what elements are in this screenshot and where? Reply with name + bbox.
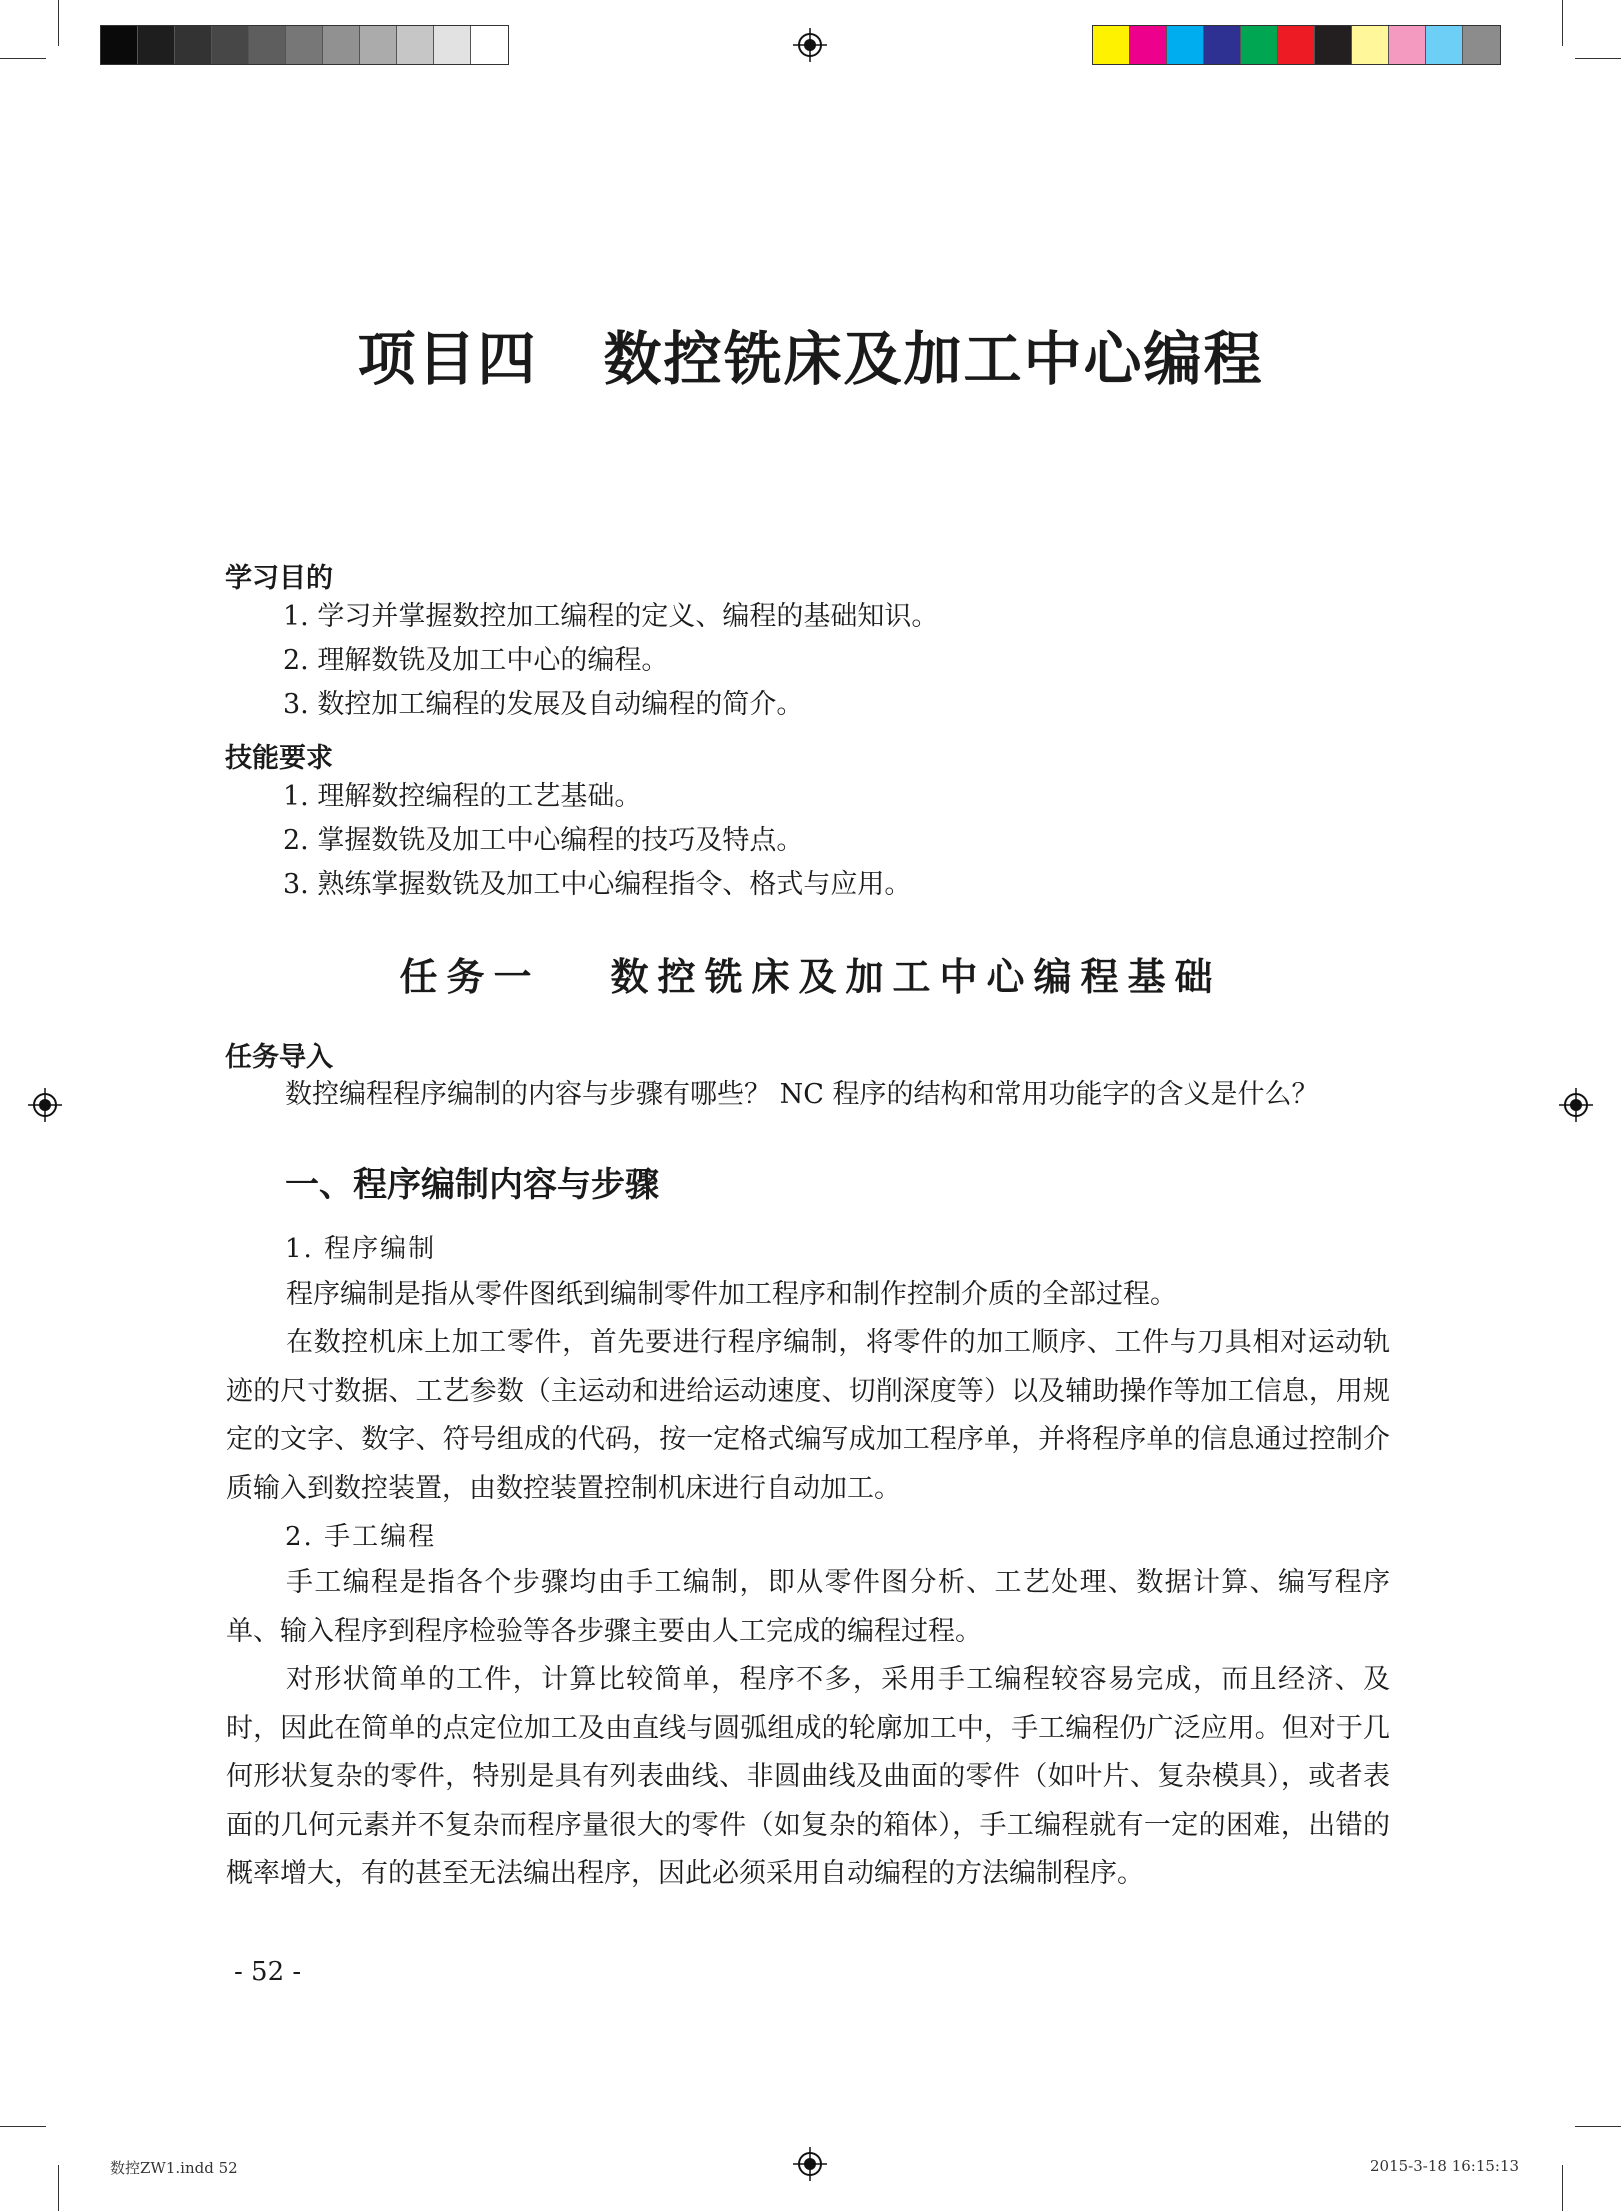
grayscale-color-bar: [100, 25, 509, 65]
footer-timestamp: 2015-3-18 16:15:13: [1370, 2157, 1520, 2175]
color-swatch: [1463, 26, 1500, 64]
color-swatch: [249, 26, 286, 64]
color-swatch: [1093, 26, 1130, 64]
process-color-bar: [1092, 25, 1501, 65]
color-swatch: [175, 26, 212, 64]
task-title: [0, 946, 1621, 1001]
registration-mark-icon: [793, 28, 827, 62]
color-swatch: [138, 26, 175, 64]
registration-mark-icon: [1559, 1088, 1593, 1122]
color-swatch: [360, 26, 397, 64]
intro-text: 数控编程程序编制的内容与步骤有哪些？ NC 程序的结构和常用功能字的含义是什么？: [285, 1079, 1319, 1110]
skill-item: 2. 掌握数铣及加工中心编程的技巧及特点。: [283, 825, 804, 856]
paragraph: 程序编制是指从零件图纸到编制零件加工程序和制作控制介质的全部过程。: [286, 1279, 1177, 1310]
goal-item: 1. 学习并掌握数控加工编程的定义、编程的基础知识。: [283, 601, 939, 632]
color-swatch: [1241, 26, 1278, 64]
color-swatch: [1352, 26, 1389, 64]
chapter-title: [0, 312, 1621, 396]
registration-mark-icon: [793, 2147, 827, 2181]
intro-heading: 任务导入: [225, 1042, 333, 1073]
color-swatch: [212, 26, 249, 64]
paragraph: 手工编程是指各个步骤均由手工编制，即从零件图分析、工艺处理、数据计算、编写程序单、输入程序到程序检验等各步骤主要由人工完成的编程过程。: [226, 1567, 1390, 1647]
chapter-number: 项目四: [357, 325, 538, 393]
color-swatch: [1130, 26, 1167, 64]
color-swatch: [1389, 26, 1426, 64]
color-swatch: [1315, 26, 1352, 64]
color-swatch: [434, 26, 471, 64]
subheading-manual-programming: 2. 手工编程: [285, 1522, 437, 1552]
section-heading: 一、程序编制内容与步骤: [285, 1165, 659, 1205]
task-number: 任务一: [399, 955, 541, 999]
color-swatch: [286, 26, 323, 64]
registration-mark-icon: [28, 1088, 62, 1122]
color-swatch: [397, 26, 434, 64]
paragraph: 在数控机床上加工零件，首先要进行程序编制，将零件的加工顺序、工件与刀具相对运动轨迹的尺寸数据、工艺参数（主运动和进给运动速度、切削深度等）以及辅助操作等加工信息，用规定的文字、数字、符号组成的代码，按一定格式编写成加工程序单，并将程序单的信息通过控制介质输入到数控装置，由数控装置控制机床进行自动加工。: [226, 1327, 1390, 1504]
color-swatch: [1426, 26, 1463, 64]
color-swatch: [1167, 26, 1204, 64]
goal-item: 2. 理解数铣及加工中心的编程。: [283, 645, 669, 676]
paragraph: 对形状简单的工件，计算比较简单，程序不多，采用手工编程较容易完成，而且经济、及时，因此在简单的点定位加工及由直线与圆弧组成的轮廓加工中，手工编程仍广泛应用。但对于几何形状复杂的零件，特别是具有列表曲线、非圆曲线及曲面的零件（如叶片、复杂模具），或者表面的几何元素并不复杂而程序量很大的零件（如复杂的箱体），手工编程就有一定的困难，出错的概率增大，有的甚至无法编出程序，因此必须采用自动编程的方法编制程序。: [226, 1664, 1390, 1889]
color-swatch: [471, 26, 508, 64]
task-name: 数控铣床及加工中心编程基础: [610, 955, 1222, 999]
goal-item: 3. 数控加工编程的发展及自动编程的简介。: [283, 689, 804, 720]
skill-item: 3. 熟练掌握数铣及加工中心编程指令、格式与应用。: [283, 869, 912, 900]
chapter-name: 数控铣床及加工中心编程: [603, 325, 1264, 393]
color-swatch: [1278, 26, 1315, 64]
skills-heading: 技能要求: [225, 743, 333, 774]
footer-file-info: 数控ZW1.indd 52: [110, 2159, 238, 2177]
color-swatch: [323, 26, 360, 64]
skill-item: 1. 理解数控编程的工艺基础。: [283, 781, 642, 812]
color-swatch: [1204, 26, 1241, 64]
color-swatch: [101, 26, 138, 64]
goals-heading: 学习目的: [225, 563, 333, 594]
subheading-program-writing: 1. 程序编制: [285, 1234, 437, 1264]
page-number: - 52 -: [234, 1957, 302, 1987]
